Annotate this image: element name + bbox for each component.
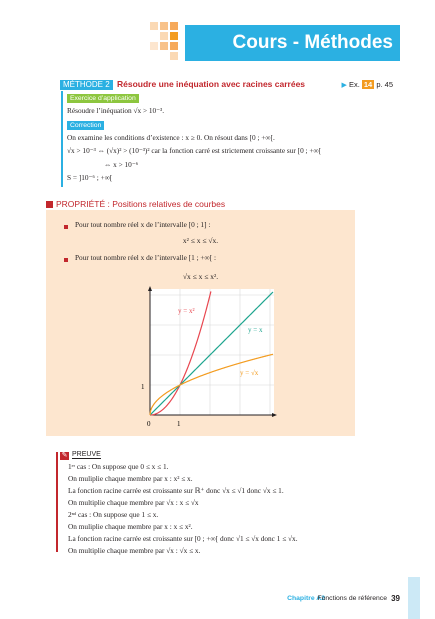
proof-line: On muliplie chaque membre par x : x² ≤ x.	[68, 474, 193, 483]
page-title: Cours - Méthodes	[232, 32, 393, 53]
property-title: PROPRIÉTÉ : Positions relatives de courbes	[56, 199, 226, 209]
proof-line: 2ⁿᵈ cas : On suppose que 1 ≤ x.	[68, 510, 159, 519]
tick-x1: 1	[177, 420, 181, 428]
method-badge: MÉTHODE 2	[60, 80, 113, 90]
exercise-prefix: Ex.	[348, 80, 360, 89]
label-sqrt: y = √x	[240, 369, 259, 377]
property-square-icon	[46, 201, 53, 208]
exercise-number: 14	[363, 80, 373, 89]
label-square: y = x²	[178, 307, 195, 315]
correction-tag: Correction	[67, 121, 104, 130]
proof-line: On multiplie chaque membre par √x : x ≤ √x	[68, 498, 199, 507]
footer-strip	[408, 577, 420, 619]
exercise-text: Résoudre l’inéquation √x > 10⁻³.	[67, 106, 165, 115]
proof-line: On multiplie chaque membre par √x : √x ≤ x.	[68, 546, 201, 555]
proof-line: La fonction racine carrée est croissante sur [0 ; +∞[ donc √1 ≤ √x donc 1 ≤ √x.	[68, 534, 298, 543]
proof-label: PREUVE	[72, 451, 101, 458]
y-axis-arrow-icon	[148, 286, 152, 291]
property-item: Pour tout nombre réel x de l’intervalle [1 ; +∞[ :	[75, 253, 217, 262]
correction-line: √x > 10⁻³ ⇔ (√x)² > (10⁻³)² car la fonction carré est strictement croissante sur [0 ; +∞[	[67, 146, 322, 155]
method-title: Résoudre une inéquation avec racines carrées	[117, 79, 306, 89]
label-identity: y = x	[248, 326, 263, 334]
exercise-tag: Exercice d’application	[67, 94, 139, 103]
method-side-rule	[61, 91, 63, 187]
tick-x0: 0	[147, 420, 151, 428]
property-item: Pour tout nombre réel x de l’intervalle [0 ; 1] :	[75, 220, 211, 229]
exercise-page: p. 45	[376, 80, 393, 89]
solution-line: S = ]10⁻⁶ ; +∞[	[67, 173, 113, 182]
footer-chapter: Chapitre A2	[287, 595, 325, 602]
tick-y1: 1	[141, 383, 145, 391]
bullet-icon	[64, 258, 68, 262]
exercise-reference[interactable]	[341, 80, 393, 89]
proof-line: 1ᵉʳ cas : On suppose que 0 ≤ x ≤ 1.	[68, 462, 169, 471]
pencil-icon: ✎	[61, 452, 68, 459]
footer-subtitle: Fonctions de référence	[317, 595, 387, 602]
function-graph	[138, 285, 278, 435]
proof-side-rule	[56, 452, 58, 552]
page-number: 39	[391, 594, 400, 603]
play-icon: ▶	[341, 82, 347, 89]
property-formula: √x ≤ x ≤ x².	[182, 272, 219, 281]
correction-line: ⇔ x > 10⁻⁶	[104, 160, 139, 169]
proof-line: La fonction racine carrée est croissante sur ℝ⁺ donc √x ≤ √1 donc √x ≤ 1.	[68, 486, 284, 495]
x-axis-arrow-icon	[272, 413, 277, 417]
property-formula: x² ≤ x ≤ √x.	[182, 236, 219, 245]
bullet-icon	[64, 225, 68, 229]
correction-line: On examine les conditions d’existence : x ≥ 0. On résout dans [0 ; +∞[.	[67, 133, 275, 142]
proof-line: On muliplie chaque membre par x : x ≤ x².	[68, 522, 193, 531]
